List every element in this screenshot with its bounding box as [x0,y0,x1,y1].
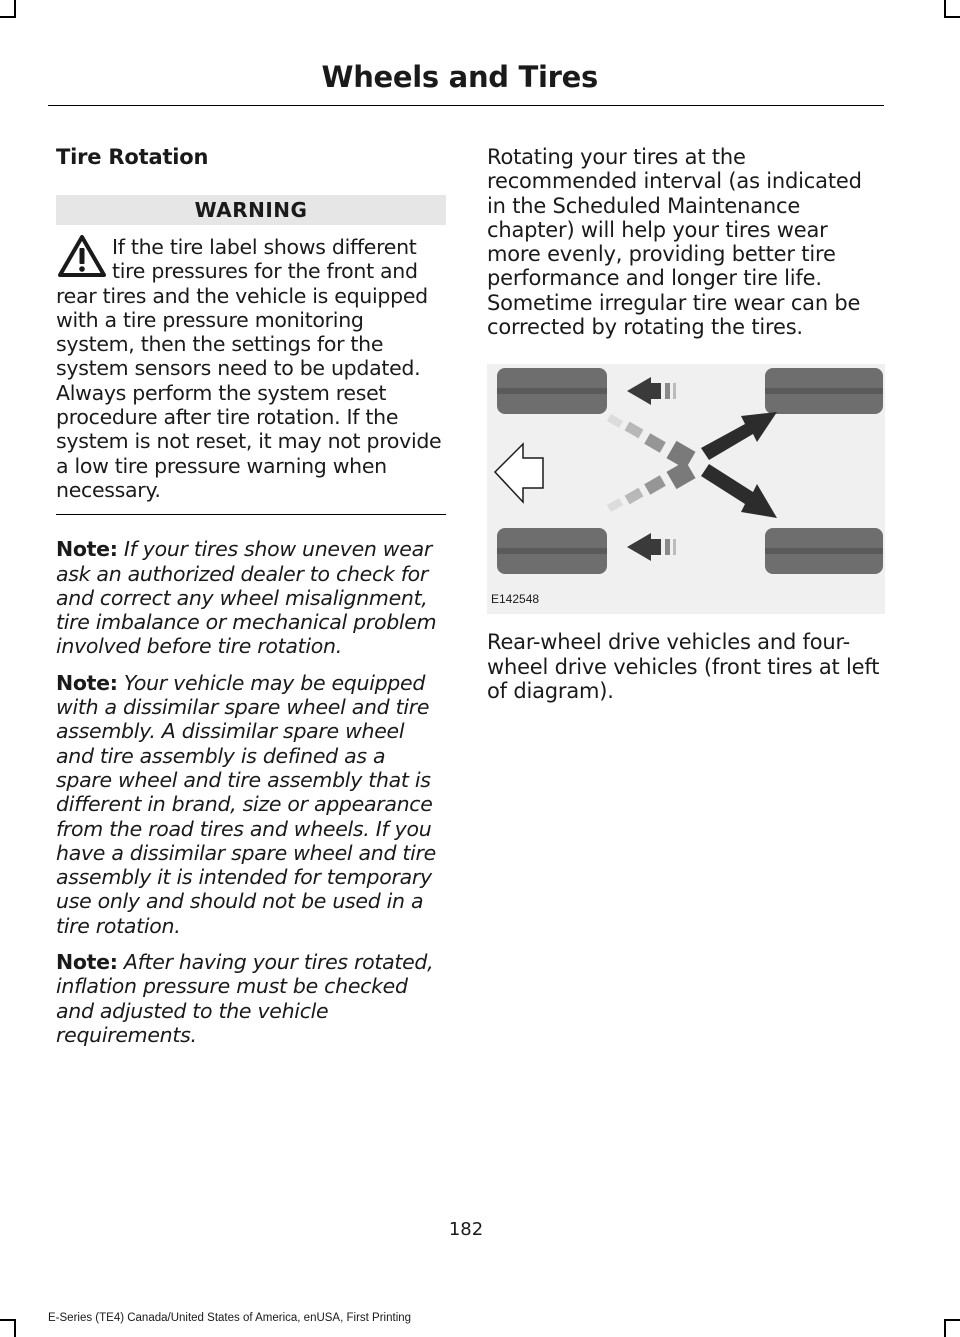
warning-label: WARNING [56,195,446,225]
warning-box [56,235,446,515]
left-column [56,145,446,1047]
tire-front-right [497,528,607,574]
crop-mark [0,1319,16,1321]
note-3 [56,950,446,1047]
tire-front-left [497,368,607,414]
header-rule [48,105,884,106]
figure-id: E142548 [491,592,540,607]
note-text: Your vehicle may be equipped with a dissimilar spare wheel and tire assembly. A dissimilar spare wheel and tire assembly is defined as a spare wheel and tire assembly that is different in brand, size or appearance from the road tires and wheels. If you have a dissimilar spare wheel and tire assembly it is intended for temporary use only and should not be used in a tire rotation. [56,670,436,938]
page-header-title: Wheels and Tires [321,60,598,94]
crop-mark [14,1319,16,1337]
tire-rear-right [765,528,883,574]
note-text: After having your tires rotated, inflation pressure must be checked and adjusted to the vehicle requirements. [56,950,434,1047]
diagram-caption: Rear-wheel drive vehicles and four-wheel drive vehicles (front tires at left of diagram). [487,630,880,703]
crop-mark [944,16,960,18]
rotation-diagram-graphic [487,364,885,614]
note-label: Note: [56,950,118,975]
section-title: Tire Rotation [56,145,209,169]
footer-imprint: E-Series (TE4) Canada/United States of America, enUSA, First Printing [48,1312,412,1324]
note-label: Note: [56,670,118,695]
tire-rear-left [765,368,883,414]
note-1 [56,537,446,658]
note-label: Note: [56,537,118,562]
warning-triangle-icon [56,233,108,281]
crop-mark [944,1319,946,1337]
crop-mark [944,1319,960,1321]
crop-mark [0,16,16,18]
rotation-intro: Rotating your tires at the recommended interval (as indicated in the Scheduled Maintenance chapter) will help your tires wear more evenly, providing better tire performance and longer tire life. Sometime irregular tire wear can be corrected by rotating the tires. [487,145,862,340]
right-column [487,145,885,703]
warning-text: If the tire label shows different tire pressures for the front and rear tires and the vehicle is equipped with a tire pressure monitoring system, then the settings for the system sensors need to be updated. Always perform the system reset procedure after tire rotation. If the system is not reset, it may not provide a low tire pressure warning when necessary. [56,235,442,502]
note-text: If your tires show uneven wear ask an authorized dealer to check for and correct any wheel misalignment, tire imbalance or mechanical problem involved before tire rotation. [56,537,437,659]
page-number: 182 [448,1219,484,1240]
note-2 [56,671,446,938]
tire-rotation-diagram [487,364,885,614]
